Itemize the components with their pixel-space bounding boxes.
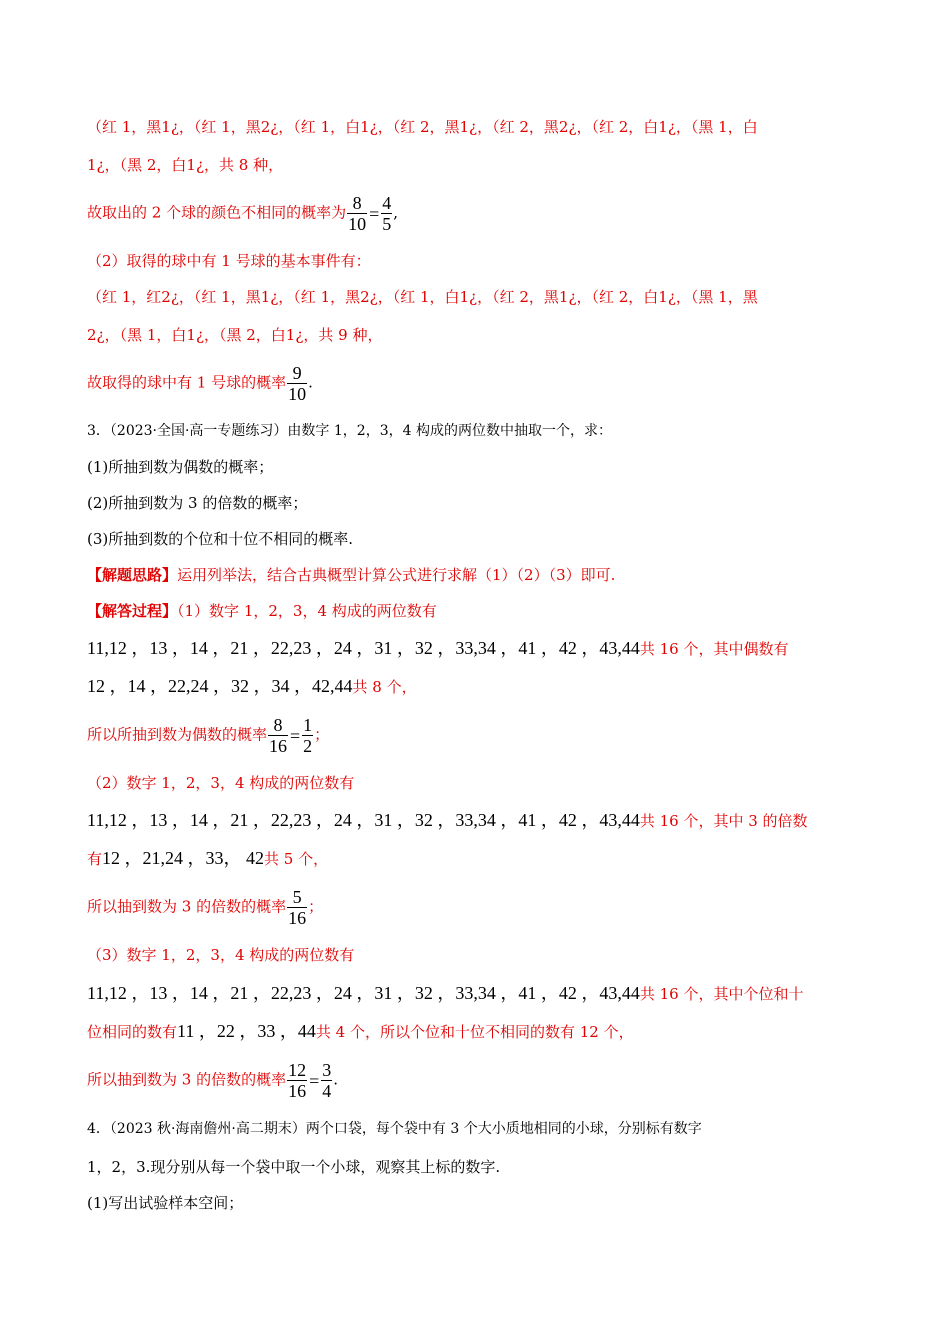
equals-sign: = [290,725,301,746]
denominator: 4 [322,1081,332,1101]
prefix-text: 位相同的数有 [87,1023,178,1041]
process-text: （1）数字 1，2，3，4 构成的两位数有 [177,602,437,620]
answer-line-5: （红 1，红2¿，（红 1，黑1¿，（红 1，黑2¿，（红 1，白1¿，（红 2，黑1¿，（红 2，白1¿，（黑 1，黑 [87,288,758,306]
part-2-heading: （2）数字 1，2，3，4 构成的两位数有 [87,774,355,792]
answer-line-6: 2¿，（黑 1，白1¿，（黑 2，白1¿，共 9 种， [87,326,383,344]
punctuation: ； [314,725,330,744]
numerator: 12 [288,1060,307,1080]
probability-result-line [87,715,329,756]
denominator: 16 [269,736,288,756]
numerator: 9 [287,363,307,384]
equals-sign: = [309,1070,320,1091]
denominator: 5 [382,214,392,234]
probability-text: 所以抽到数为 3 的倍数的概率 [87,897,287,916]
numerator: 5 [287,887,307,908]
fraction [381,193,392,234]
two-digit-list-3 [87,983,803,1004]
fraction [287,363,307,404]
number-list: 12 ，14 ，22,24 ，32 ，34 ，42,44 [87,676,353,696]
numerator: 8 [268,715,288,736]
count-text: 共 16 个，其中个位和十 [639,985,804,1003]
count-text: 共 4 个，所以个位和十位不相同的数有 12 个， [315,1023,634,1041]
number-list: 12 ，21,24 ，33， 42 [102,848,265,868]
even-numbers-line [87,676,417,697]
fraction [347,193,367,234]
probability-text: 故取出的 2 个球的颜色不相同的概率为 [87,203,347,222]
question-4-stem-2: 1，2，3.现分别从每一个袋中取一个小球，观察其上标的数字. [87,1158,501,1176]
solution-idea [87,565,615,585]
fraction [287,887,307,928]
denominator: 16 [288,1081,307,1101]
part-2-heading: （2）取得的球中有 1 号球的基本事件有： [87,252,371,270]
probability-result-line [87,1060,338,1101]
numerator: 1 [303,715,313,735]
numerator: 3 [322,1060,332,1080]
number-list: 11 ，22 ，33 ，44 [177,1021,316,1041]
count-text: 共 16 个，其中 3 的倍数 [639,812,808,830]
prefix-text: 有 [87,850,103,868]
equals-sign: = [369,203,380,224]
two-digit-list-1 [87,638,788,659]
same-digit-line [87,1021,634,1042]
punctuation: , [393,203,399,222]
numerator: 4 [382,193,392,213]
punctuation: ； [308,897,324,916]
probability-result-line [87,193,398,234]
probability-text: 所以所抽到数为偶数的概率 [87,725,268,744]
probability-text: 故取得的球中有 1 号球的概率 [87,373,287,392]
number-list: 11,12 ，13 ，14 ，21 ，22,23 ，24 ，31 ，32 ，33,34 ，41 ，42 ，43,44 [87,810,640,830]
solution-process [87,601,437,621]
fraction [321,1060,332,1101]
multiples-of-3-line [87,848,328,869]
part-3-heading: （3）数字 1，2，3，4 构成的两位数有 [87,946,355,964]
fraction [302,715,313,756]
probability-text: 所以抽到数为 3 的倍数的概率 [87,1070,287,1089]
question-3-part-1: (1)所抽到数为偶数的概率； [87,458,274,476]
numerator: 8 [347,193,367,214]
two-digit-list-2 [87,810,808,831]
count-text: 共 5 个， [264,850,329,868]
number-list: 11,12 ，13 ，14 ，21 ，22,23 ，24 ，31 ，32 ，33,34 ，41 ，42 ，43,44 [87,983,640,1003]
number-list: 11,12 ，13 ，14 ，21 ，22,23 ，24 ，31 ，32 ，33,34 ，41 ，42 ，43,44 [87,638,640,658]
question-3-part-3: (3)所抽到数的个位和十位不相同的概率. [87,530,354,548]
process-tag: 【解答过程】 [87,602,178,620]
idea-text: 运用列举法，结合古典概型计算公式进行求解（1）（2）（3）即可. [177,566,616,584]
fraction [287,1060,307,1101]
punctuation: . [308,373,313,392]
probability-result-line [87,887,323,928]
answer-line-2: 1¿，（黑 2，白1¿，共 8 种， [87,156,284,174]
count-text: 共 8 个， [352,678,417,696]
denominator: 10 [348,214,367,234]
denominator: 16 [288,908,307,928]
denominator: 2 [303,736,313,756]
punctuation: . [333,1070,339,1089]
question-3-part-2: (2)所抽到数为 3 的倍数的概率； [87,494,308,512]
question-4-part-1: (1)写出试验样本空间； [87,1194,244,1212]
question-3-stem: 3．（2023·全国·高一专题练习）由数字 1，2，3，4 构成的两位数中抽取一个，求： [87,423,612,439]
denominator: 10 [288,384,307,404]
count-text: 共 16 个，其中偶数有 [639,640,789,658]
question-4-stem: 4．（2023 秋·海南儋州·高二期末）两个口袋，每个袋中有 3 个大小质地相同的小球，分别标有数字 [87,1121,702,1137]
answer-line-1: （红 1，黑1¿，（红 1，黑2¿，（红 1，白1¿，（红 2，黑1¿，（红 2，黑2¿，（红 2，白1¿，（黑 1，白 [87,118,758,136]
idea-tag: 【解题思路】 [87,566,178,584]
fraction [268,715,288,756]
probability-result-line [87,363,313,404]
